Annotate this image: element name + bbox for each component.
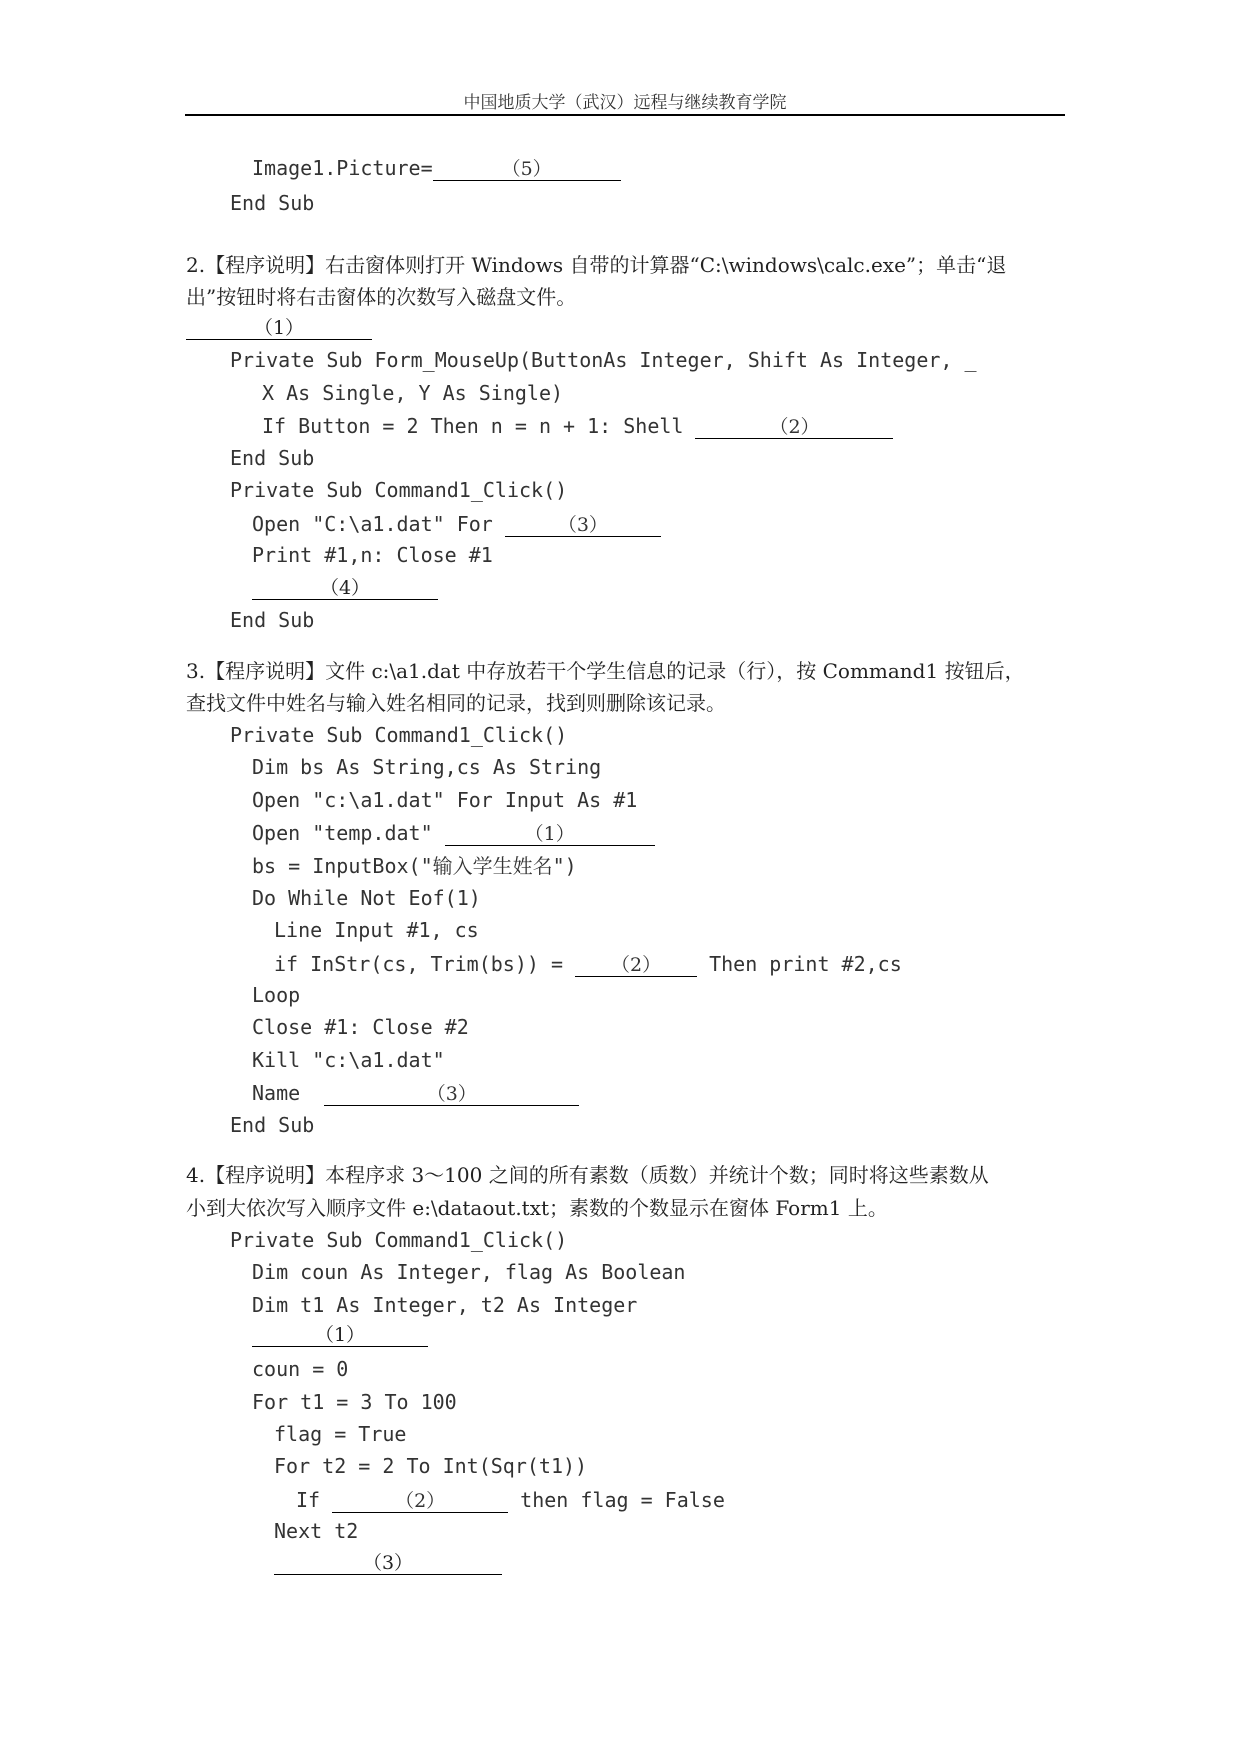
code-line: Dim coun As Integer, flag As Boolean <box>252 1260 686 1284</box>
code-text: then flag = False <box>508 1488 725 1512</box>
code-line <box>262 416 893 439</box>
code-line: End Sub <box>230 608 315 632</box>
code-line: Next t2 <box>274 1519 359 1543</box>
answer-blank: （4） <box>252 578 438 600</box>
code-line: End Sub <box>230 1113 315 1137</box>
code-line: End Sub <box>230 191 315 215</box>
question-description: 出”按钮时将右击窗体的次数写入磁盘文件。 <box>186 285 577 309</box>
code-line: Open "c:\a1.dat" For Input As #1 <box>252 788 638 812</box>
code-line: bs = InputBox("输入学生姓名") <box>252 854 577 878</box>
code-line <box>186 318 372 340</box>
code-line: Private Sub Command1_Click() <box>230 478 568 502</box>
answer-blank: （2） <box>575 955 697 977</box>
answer-blank: （2） <box>332 1491 508 1513</box>
code-line: Private Sub Command1_Click() <box>230 1228 568 1252</box>
code-text: If <box>296 1488 333 1512</box>
answer-blank: （1） <box>445 824 655 846</box>
code-line: Close #1: Close #2 <box>252 1015 469 1039</box>
code-line <box>274 954 902 977</box>
code-line: For t1 = 3 To 100 <box>252 1390 457 1414</box>
code-text: Open "C:\a1.dat" For <box>252 512 505 536</box>
code-line: Loop <box>252 983 301 1007</box>
answer-blank: （3） <box>505 515 661 537</box>
header-rule <box>185 114 1065 116</box>
code-line: X As Single, Y As Single) <box>262 381 564 405</box>
question-description: 小到大依次写入顺序文件 e:\dataout.txt；素数的个数显示在窗体 Form1 上。 <box>186 1196 888 1220</box>
code-line: Private Sub Command1_Click() <box>230 723 568 747</box>
page-header: 中国地质大学（武汉）远程与继续教育学院 <box>463 93 787 113</box>
code-line: flag = True <box>274 1422 407 1446</box>
code-line: Line Input #1, cs <box>274 918 479 942</box>
code-line: For t2 = 2 To Int(Sqr(t1)) <box>274 1454 588 1478</box>
code-line: Dim bs As String,cs As String <box>252 755 602 779</box>
code-line: Private Sub Form_MouseUp(ButtonAs Integer, Shift As Integer, _ <box>230 348 977 372</box>
answer-blank: （5） <box>433 159 621 181</box>
code-line <box>252 823 655 846</box>
code-text: Then print #2,cs <box>697 952 902 976</box>
code-line <box>252 1083 579 1106</box>
answer-blank: （2） <box>695 417 893 439</box>
code-line <box>252 578 438 600</box>
code-text: Open "temp.dat" <box>252 821 445 845</box>
code-text: Image1.Picture= <box>252 156 433 180</box>
code-line: coun = 0 <box>252 1357 349 1381</box>
answer-blank: （3） <box>274 1553 502 1575</box>
code-line: Do While Not Eof(1) <box>252 886 481 910</box>
answer-blank: （1） <box>186 318 372 340</box>
question-description: 查找文件中姓名与输入姓名相同的记录，找到则删除该记录。 <box>186 691 726 715</box>
code-line <box>296 1490 725 1513</box>
code-text: If Button = 2 Then n = n + 1: Shell <box>262 414 696 438</box>
question-description: 2.【程序说明】右击窗体则打开 Windows 自带的计算器“C:\windows\calc.exe”；单击“退 <box>186 253 1007 277</box>
code-line: End Sub <box>230 446 315 470</box>
code-line: Kill "c:\a1.dat" <box>252 1048 445 1072</box>
answer-blank: （1） <box>252 1325 428 1347</box>
question-description: 3.【程序说明】文件 c:\a1.dat 中存放若干个学生信息的记录（行），按 Command1 按钮后， <box>186 659 1025 683</box>
code-text: Name <box>252 1081 325 1105</box>
code-line <box>252 1325 428 1347</box>
code-line <box>274 1553 502 1575</box>
answer-blank: （3） <box>324 1084 579 1106</box>
question-description: 4.【程序说明】本程序求 3～100 之间的所有素数（质数）并统计个数；同时将这些素数从 <box>186 1163 989 1187</box>
code-line <box>252 514 661 537</box>
code-text: if InStr(cs, Trim(bs)) = <box>274 952 576 976</box>
code-line: Dim t1 As Integer, t2 As Integer <box>252 1293 638 1317</box>
code-line <box>252 158 621 181</box>
code-line: Print #1,n: Close #1 <box>252 543 493 567</box>
